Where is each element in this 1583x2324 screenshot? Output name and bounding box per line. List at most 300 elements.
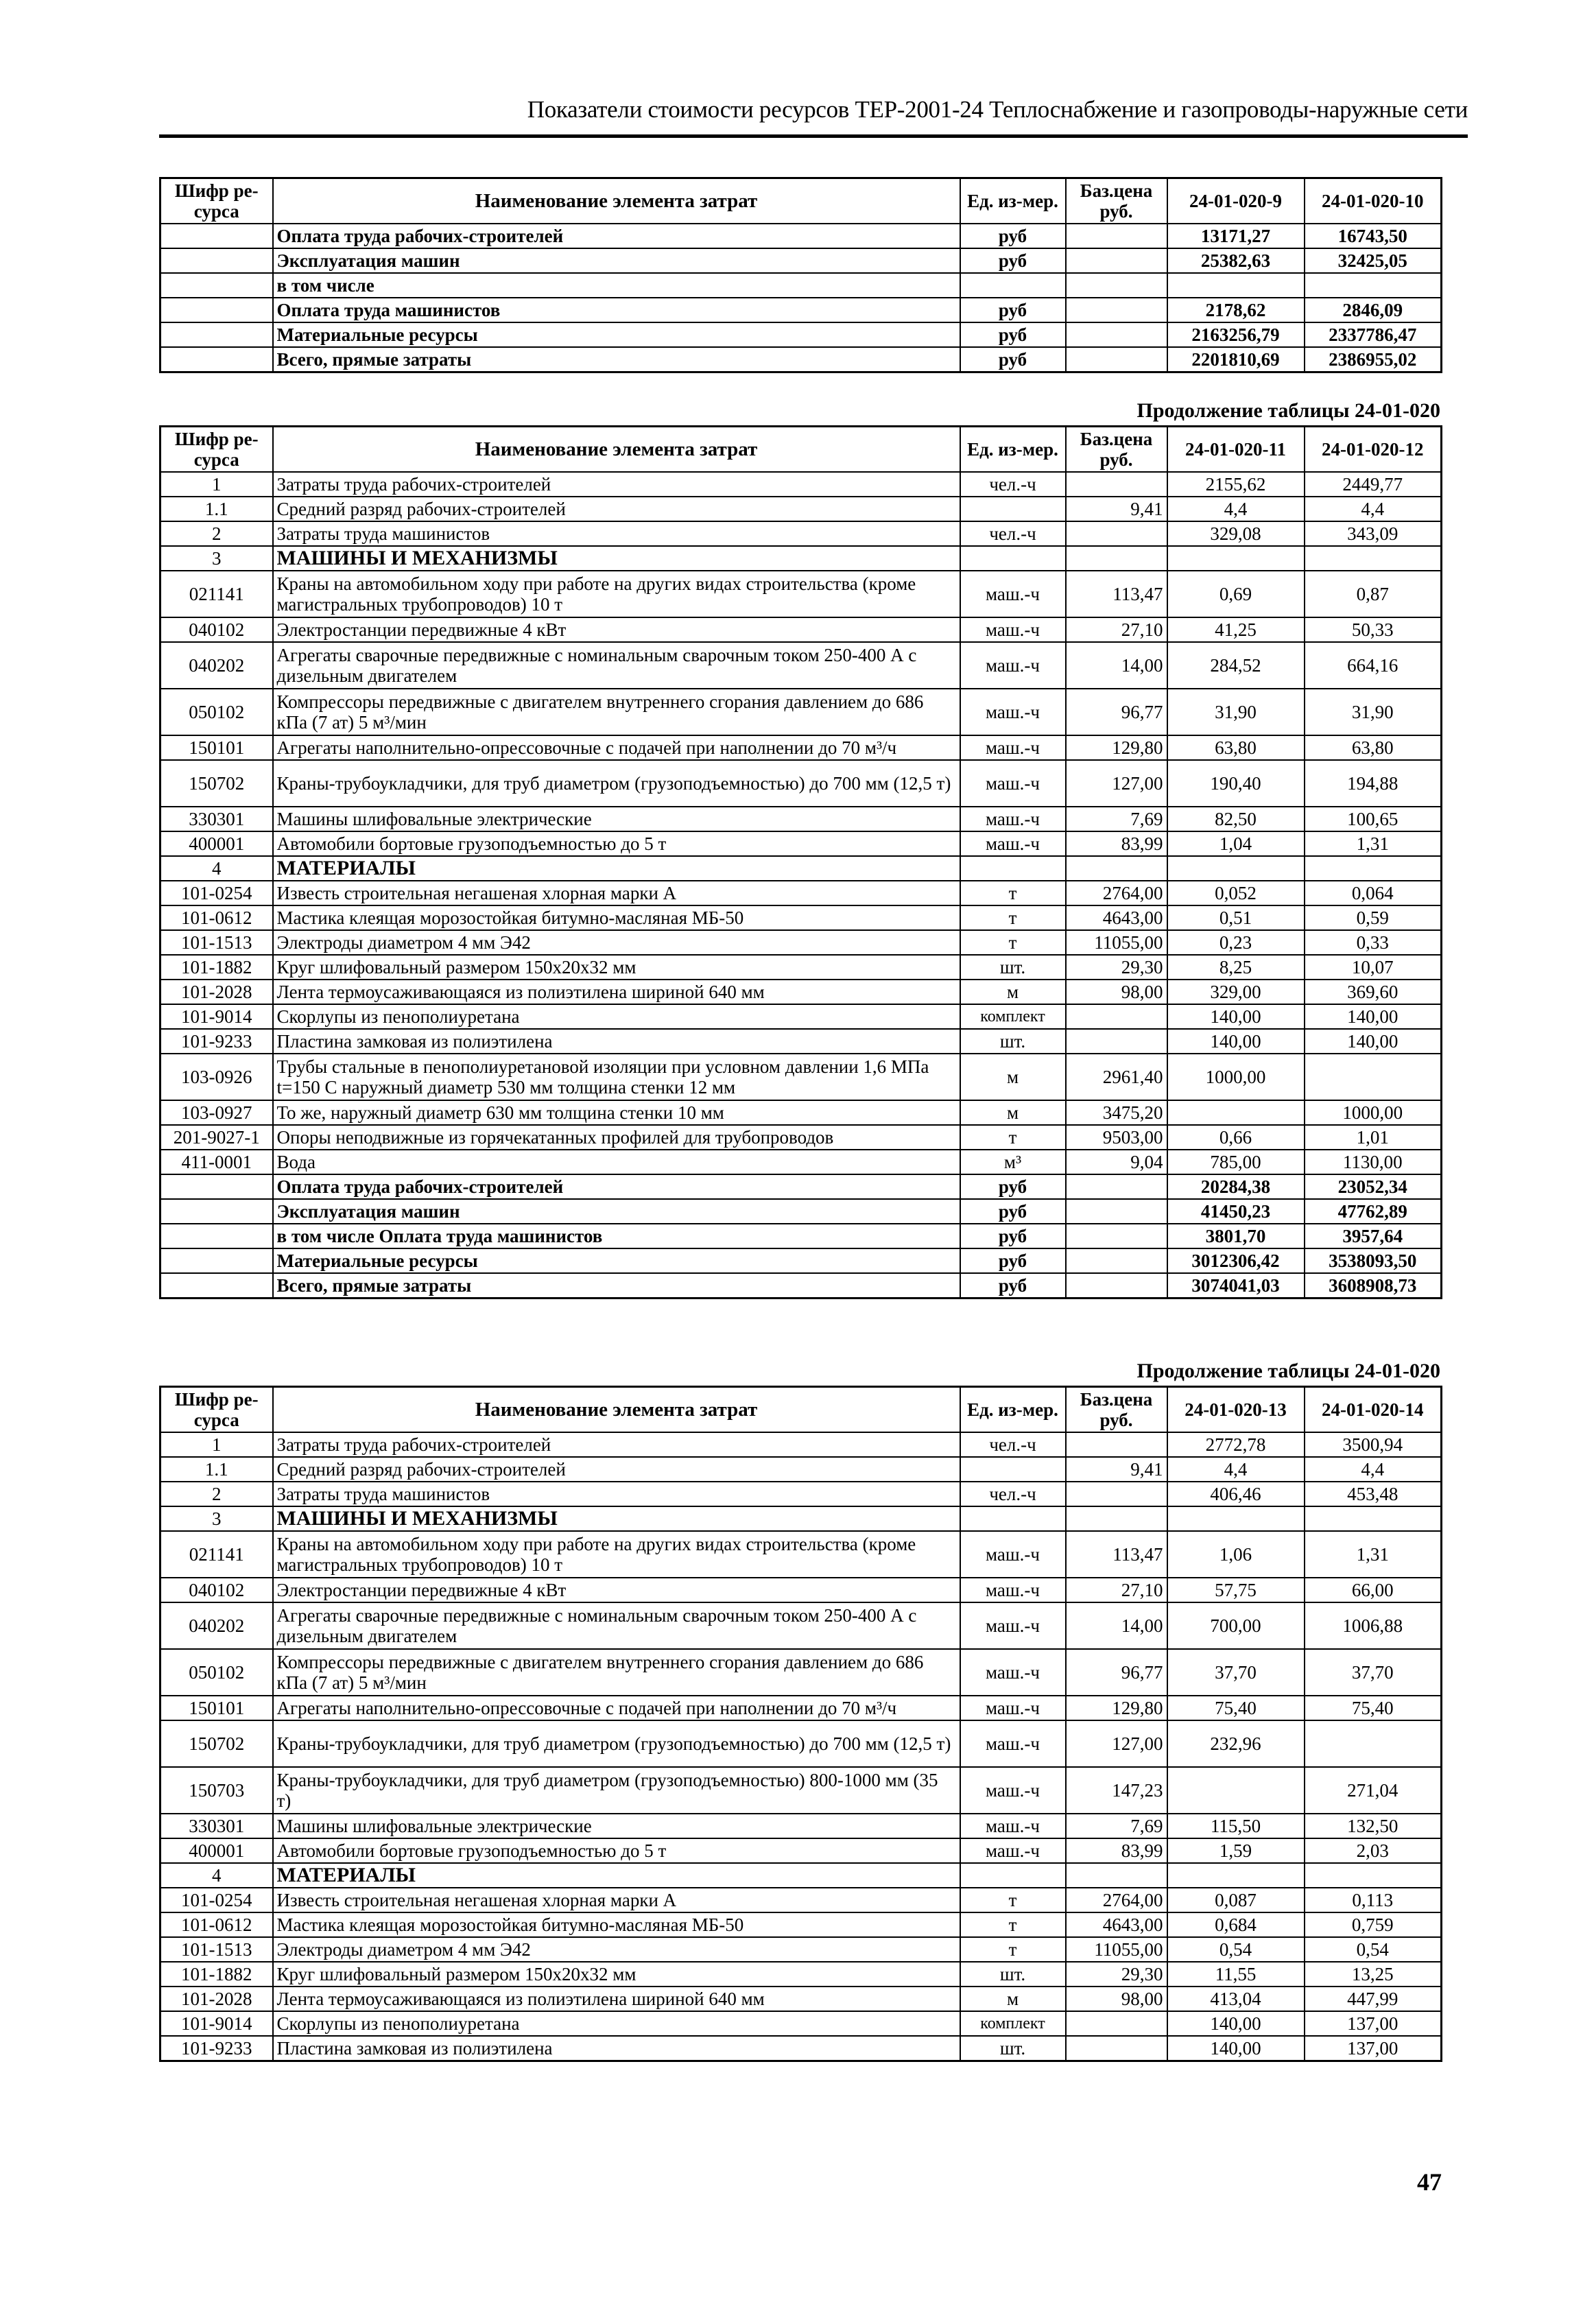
table-row bbox=[160, 1602, 1442, 1649]
resource-code bbox=[160, 1248, 273, 1273]
unit bbox=[960, 1457, 1066, 1482]
value-col-1: 41,25 bbox=[1167, 617, 1305, 642]
unit: руб bbox=[960, 347, 1066, 372]
resource-code bbox=[160, 298, 273, 322]
cost-element-name: Компрессоры передвижные с двигателем внутреннего сгорания давлением до 686 кПа (7 ат) 5 м³/мин bbox=[273, 689, 960, 735]
resource-code: 103-0926 bbox=[160, 1054, 273, 1100]
cost-element-name: Агрегаты наполнительно-опрессовочные с подачей при наполнении до 70 м³/ч bbox=[273, 1696, 960, 1720]
cost-element-name: Автомобили бортовые грузоподъемностью до 5 т bbox=[273, 831, 960, 856]
cost-element-name: Известь строительная негашеная хлорная марки А bbox=[273, 1888, 960, 1912]
value-col-2: 0,064 bbox=[1305, 881, 1442, 905]
base-price bbox=[1066, 298, 1167, 322]
cost-element-name: МАШИНЫ И МЕХАНИЗМЫ bbox=[273, 1506, 960, 1531]
value-col-2: 2386955,02 bbox=[1305, 347, 1442, 372]
unit: маш.-ч bbox=[960, 1696, 1066, 1720]
unit: руб bbox=[960, 224, 1066, 248]
table-row bbox=[160, 1224, 1442, 1248]
resource-code: 101-0254 bbox=[160, 1888, 273, 1912]
base-price: 27,10 bbox=[1066, 617, 1167, 642]
table-row bbox=[160, 224, 1442, 248]
value-col-1: 3012306,42 bbox=[1167, 1248, 1305, 1273]
value-col-1: 115,50 bbox=[1167, 1814, 1305, 1838]
value-col-1: 13171,27 bbox=[1167, 224, 1305, 248]
table-row bbox=[160, 1482, 1442, 1506]
cost-element-name: МАТЕРИАЛЫ bbox=[273, 856, 960, 881]
unit: маш.-ч bbox=[960, 689, 1066, 735]
unit: шт. bbox=[960, 1962, 1066, 1987]
base-price: 27,10 bbox=[1066, 1578, 1167, 1602]
base-price bbox=[1066, 1004, 1167, 1029]
base-price: 11055,00 bbox=[1066, 1937, 1167, 1962]
value-col-1: 20284,38 bbox=[1167, 1174, 1305, 1199]
table-row bbox=[160, 1248, 1442, 1273]
cost-element-name: Затраты труда машинистов bbox=[273, 1482, 960, 1506]
resource-code: 201-9027-1 bbox=[160, 1125, 273, 1150]
table-row bbox=[160, 831, 1442, 856]
unit bbox=[960, 497, 1066, 521]
continuation-label-2: Продолжение таблицы 24-01-020 bbox=[1136, 1360, 1440, 1382]
value-col-2: 1006,88 bbox=[1305, 1602, 1442, 1649]
base-price bbox=[1066, 1248, 1167, 1273]
table-row bbox=[160, 2011, 1442, 2036]
unit: т bbox=[960, 1125, 1066, 1150]
resource-code: 101-2028 bbox=[160, 1987, 273, 2011]
resource-code: 150702 bbox=[160, 1720, 273, 1767]
value-col-2: 2337786,47 bbox=[1305, 322, 1442, 347]
resource-code: 101-0612 bbox=[160, 1912, 273, 1937]
value-col-1: 0,69 bbox=[1167, 571, 1305, 617]
cost-element-name: Средний разряд рабочих-строителей bbox=[273, 1457, 960, 1482]
table-row bbox=[160, 689, 1442, 735]
resource-code: 3 bbox=[160, 546, 273, 571]
unit bbox=[960, 1863, 1066, 1888]
value-col-2: 453,48 bbox=[1305, 1482, 1442, 1506]
value-col-2: 47762,89 bbox=[1305, 1199, 1442, 1224]
base-price: 4643,00 bbox=[1066, 905, 1167, 930]
base-price: 11055,00 bbox=[1066, 930, 1167, 955]
header-name: Наименование элемента затрат bbox=[273, 178, 960, 224]
value-col-1: 406,46 bbox=[1167, 1482, 1305, 1506]
cost-element-name: Всего, прямые затраты bbox=[273, 347, 960, 372]
unit: руб bbox=[960, 248, 1066, 273]
base-price bbox=[1066, 1273, 1167, 1299]
resource-code: 101-2028 bbox=[160, 980, 273, 1004]
base-price: 96,77 bbox=[1066, 689, 1167, 735]
header-code: Шифр ре-сурса bbox=[160, 1387, 273, 1433]
value-col-1: 1,59 bbox=[1167, 1838, 1305, 1863]
value-col-1: 1,04 bbox=[1167, 831, 1305, 856]
value-col-2: 664,16 bbox=[1305, 642, 1442, 689]
cost-element-name: Мастика клеящая морозостойкая битумно-масляная МБ-50 bbox=[273, 1912, 960, 1937]
value-col-1: 8,25 bbox=[1167, 955, 1305, 980]
page-title: Показатели стоимости ресурсов ТЕР-2001-24 Теплоснабжение и газопроводы-наружные сети bbox=[527, 96, 1468, 123]
cost-element-name: Круг шлифовальный размером 150х20х32 мм bbox=[273, 955, 960, 980]
cost-element-name: Всего, прямые затраты bbox=[273, 1273, 960, 1299]
base-price bbox=[1066, 1029, 1167, 1054]
unit: маш.-ч bbox=[960, 1767, 1066, 1814]
table-header-row bbox=[160, 1387, 1442, 1433]
base-price: 98,00 bbox=[1066, 1987, 1167, 2011]
value-col-1: 2163256,79 bbox=[1167, 322, 1305, 347]
base-price: 9,04 bbox=[1066, 1150, 1167, 1174]
value-col-1: 785,00 bbox=[1167, 1150, 1305, 1174]
base-price: 113,47 bbox=[1066, 1531, 1167, 1578]
cost-element-name: Электростанции передвижные 4 кВт bbox=[273, 617, 960, 642]
unit: руб bbox=[960, 1273, 1066, 1299]
value-col-2: 0,59 bbox=[1305, 905, 1442, 930]
table-row bbox=[160, 1578, 1442, 1602]
value-col-2: 343,09 bbox=[1305, 521, 1442, 546]
cost-element-name: МАТЕРИАЛЫ bbox=[273, 1863, 960, 1888]
base-price: 7,69 bbox=[1066, 1814, 1167, 1838]
unit: шт. bbox=[960, 2036, 1066, 2061]
resource-code: 101-9233 bbox=[160, 2036, 273, 2061]
table-row bbox=[160, 273, 1442, 298]
cost-element-name: Краны на автомобильном ходу при работе на других видах строительства (кроме магистральных трубопроводов) 10 т bbox=[273, 1531, 960, 1578]
value-col-2: 1,01 bbox=[1305, 1125, 1442, 1150]
table-row bbox=[160, 1912, 1442, 1937]
unit: маш.-ч bbox=[960, 1531, 1066, 1578]
base-price: 29,30 bbox=[1066, 1962, 1167, 1987]
table-row bbox=[160, 955, 1442, 980]
header-base-price: Баз.цена руб. bbox=[1066, 427, 1167, 473]
value-col-2: 0,87 bbox=[1305, 571, 1442, 617]
resource-table-3 bbox=[159, 1386, 1442, 2062]
resource-code: 2 bbox=[160, 521, 273, 546]
value-col-1 bbox=[1167, 1100, 1305, 1125]
table-row bbox=[160, 1720, 1442, 1767]
resource-code: 101-1882 bbox=[160, 1962, 273, 1987]
base-price: 2961,40 bbox=[1066, 1054, 1167, 1100]
value-col-2: 1,31 bbox=[1305, 831, 1442, 856]
value-col-1: 41450,23 bbox=[1167, 1199, 1305, 1224]
unit: м bbox=[960, 1054, 1066, 1100]
base-price: 147,23 bbox=[1066, 1767, 1167, 1814]
cost-element-name: Эксплуатация машин bbox=[273, 1199, 960, 1224]
table-row bbox=[160, 472, 1442, 497]
unit: шт. bbox=[960, 1029, 1066, 1054]
value-col-2: 1,31 bbox=[1305, 1531, 1442, 1578]
base-price: 9503,00 bbox=[1066, 1125, 1167, 1150]
value-col-2: 0,54 bbox=[1305, 1937, 1442, 1962]
value-col-1 bbox=[1167, 273, 1305, 298]
base-price bbox=[1066, 1224, 1167, 1248]
cost-element-name: Материальные ресурсы bbox=[273, 322, 960, 347]
value-col-1: 63,80 bbox=[1167, 735, 1305, 760]
resource-code: 101-1882 bbox=[160, 955, 273, 980]
value-col-2: 1000,00 bbox=[1305, 1100, 1442, 1125]
base-price: 83,99 bbox=[1066, 1838, 1167, 1863]
value-col-2: 75,40 bbox=[1305, 1696, 1442, 1720]
value-col-2: 2,03 bbox=[1305, 1838, 1442, 1863]
resource-code bbox=[160, 248, 273, 273]
resource-code: 101-0254 bbox=[160, 881, 273, 905]
resource-code: 021141 bbox=[160, 1531, 273, 1578]
value-col-2: 13,25 bbox=[1305, 1962, 1442, 1987]
cost-element-name: Средний разряд рабочих-строителей bbox=[273, 497, 960, 521]
cost-element-name: Скорлупы из пенополиуретана bbox=[273, 2011, 960, 2036]
resource-code bbox=[160, 1273, 273, 1299]
cost-element-name: Краны на автомобильном ходу при работе на других видах строительства (кроме магистральных трубопроводов) 10 т bbox=[273, 571, 960, 617]
value-col-2 bbox=[1305, 546, 1442, 571]
value-col-2: 31,90 bbox=[1305, 689, 1442, 735]
value-col-1: 0,052 bbox=[1167, 881, 1305, 905]
header-col-1: 24-01-020-13 bbox=[1167, 1387, 1305, 1433]
table-row bbox=[160, 1767, 1442, 1814]
value-col-1: 1000,00 bbox=[1167, 1054, 1305, 1100]
value-col-1: 2201810,69 bbox=[1167, 347, 1305, 372]
value-col-1: 2178,62 bbox=[1167, 298, 1305, 322]
resource-code: 101-1513 bbox=[160, 930, 273, 955]
table-row bbox=[160, 905, 1442, 930]
cost-element-name: Опоры неподвижные из горячекатанных профилей для трубопроводов bbox=[273, 1125, 960, 1150]
value-col-1: 0,23 bbox=[1167, 930, 1305, 955]
resource-code bbox=[160, 347, 273, 372]
value-col-1: 2155,62 bbox=[1167, 472, 1305, 497]
value-col-1: 11,55 bbox=[1167, 1962, 1305, 1987]
cost-element-name: Краны-трубоукладчики, для труб диаметром (грузоподъемностью) 800-1000 мм (35 т) bbox=[273, 1767, 960, 1814]
table-row bbox=[160, 1150, 1442, 1174]
table-row bbox=[160, 322, 1442, 347]
base-price: 98,00 bbox=[1066, 980, 1167, 1004]
base-price bbox=[1066, 273, 1167, 298]
unit: маш.-ч bbox=[960, 1649, 1066, 1696]
cost-element-name: Известь строительная негашеная хлорная марки А bbox=[273, 881, 960, 905]
unit: руб bbox=[960, 1248, 1066, 1273]
unit: комплект bbox=[960, 1004, 1066, 1029]
cost-element-name: Трубы стальные в пенополиуретановой изоляции при условном давлении 1,6 МПа t=150 С наружный диаметр 530 мм толщина стенки 12 мм bbox=[273, 1054, 960, 1100]
resource-code bbox=[160, 224, 273, 248]
unit: маш.-ч bbox=[960, 571, 1066, 617]
cost-element-name: Агрегаты наполнительно-опрессовочные с подачей при наполнении до 70 м³/ч bbox=[273, 735, 960, 760]
unit: руб bbox=[960, 1174, 1066, 1199]
unit: маш.-ч bbox=[960, 760, 1066, 807]
table-row bbox=[160, 248, 1442, 273]
cost-element-name: Агрегаты сварочные передвижные с номинальным сварочным током 250-400 А с дизельным двигателем bbox=[273, 642, 960, 689]
value-col-1: 4,4 bbox=[1167, 497, 1305, 521]
table-row bbox=[160, 497, 1442, 521]
value-col-1: 700,00 bbox=[1167, 1602, 1305, 1649]
table-row bbox=[160, 1814, 1442, 1838]
table-row bbox=[160, 1174, 1442, 1199]
value-col-2 bbox=[1305, 1720, 1442, 1767]
table-row bbox=[160, 1531, 1442, 1578]
value-col-1: 4,4 bbox=[1167, 1457, 1305, 1482]
unit: маш.-ч bbox=[960, 642, 1066, 689]
base-price: 9,41 bbox=[1066, 1457, 1167, 1482]
value-col-2: 23052,34 bbox=[1305, 1174, 1442, 1199]
base-price: 83,99 bbox=[1066, 831, 1167, 856]
resource-code: 101-9233 bbox=[160, 1029, 273, 1054]
value-col-2: 137,00 bbox=[1305, 2011, 1442, 2036]
value-col-1: 2772,78 bbox=[1167, 1432, 1305, 1457]
base-price bbox=[1066, 322, 1167, 347]
value-col-1 bbox=[1167, 546, 1305, 571]
resource-code: 050102 bbox=[160, 1649, 273, 1696]
cost-element-name: Агрегаты сварочные передвижные с номинальным сварочным током 250-400 А с дизельным двигателем bbox=[273, 1602, 960, 1649]
base-price: 4643,00 bbox=[1066, 1912, 1167, 1937]
resource-code: 1.1 bbox=[160, 497, 273, 521]
table-row bbox=[160, 1457, 1442, 1482]
table-row bbox=[160, 546, 1442, 571]
resource-code: 150703 bbox=[160, 1767, 273, 1814]
resource-code: 2 bbox=[160, 1482, 273, 1506]
base-price bbox=[1066, 856, 1167, 881]
table-header-row bbox=[160, 178, 1442, 224]
header-base-price: Баз.цена руб. bbox=[1066, 1387, 1167, 1433]
base-price bbox=[1066, 1482, 1167, 1506]
cost-element-name: Оплата труда рабочих-строителей bbox=[273, 1174, 960, 1199]
cost-element-name: Затраты труда рабочих-строителей bbox=[273, 472, 960, 497]
table-row bbox=[160, 735, 1442, 760]
resource-table-2 bbox=[159, 425, 1442, 1299]
value-col-2: 0,759 bbox=[1305, 1912, 1442, 1937]
base-price: 96,77 bbox=[1066, 1649, 1167, 1696]
header-unit: Ед. из-мер. bbox=[960, 178, 1066, 224]
unit: т bbox=[960, 881, 1066, 905]
resource-code: 1 bbox=[160, 1432, 273, 1457]
value-col-2: 4,4 bbox=[1305, 1457, 1442, 1482]
unit bbox=[960, 273, 1066, 298]
value-col-1: 25382,63 bbox=[1167, 248, 1305, 273]
cost-element-name: Пластина замковая из полиэтилена bbox=[273, 1029, 960, 1054]
value-col-1 bbox=[1167, 1767, 1305, 1814]
value-col-1: 37,70 bbox=[1167, 1649, 1305, 1696]
unit: маш.-ч bbox=[960, 1814, 1066, 1838]
cost-element-name: Электроды диаметром 4 мм Э42 bbox=[273, 930, 960, 955]
resource-code bbox=[160, 1224, 273, 1248]
table-row bbox=[160, 1004, 1442, 1029]
header-col-2: 24-01-020-12 bbox=[1305, 427, 1442, 473]
cost-element-name: Краны-трубоукладчики, для труб диаметром (грузоподъемностью) до 700 мм (12,5 т) bbox=[273, 1720, 960, 1767]
table-row bbox=[160, 1432, 1442, 1457]
unit: м bbox=[960, 980, 1066, 1004]
value-col-2: 137,00 bbox=[1305, 2036, 1442, 2061]
cost-element-name: Мастика клеящая морозостойкая битумно-масляная МБ-50 bbox=[273, 905, 960, 930]
value-col-1: 413,04 bbox=[1167, 1987, 1305, 2011]
cost-element-name: Эксплуатация машин bbox=[273, 248, 960, 273]
unit: м³ bbox=[960, 1150, 1066, 1174]
base-price: 2764,00 bbox=[1066, 1888, 1167, 1912]
header-code: Шифр ре-сурса bbox=[160, 178, 273, 224]
value-col-1: 0,66 bbox=[1167, 1125, 1305, 1150]
value-col-2: 32425,05 bbox=[1305, 248, 1442, 273]
table-row bbox=[160, 642, 1442, 689]
value-col-2: 3608908,73 bbox=[1305, 1273, 1442, 1299]
table-row bbox=[160, 571, 1442, 617]
cost-element-name: МАШИНЫ И МЕХАНИЗМЫ bbox=[273, 546, 960, 571]
resource-code: 040202 bbox=[160, 642, 273, 689]
unit: шт. bbox=[960, 955, 1066, 980]
value-col-2: 63,80 bbox=[1305, 735, 1442, 760]
cost-element-name: Автомобили бортовые грузоподъемностью до 5 т bbox=[273, 1838, 960, 1863]
unit bbox=[960, 546, 1066, 571]
cost-element-name: Затраты труда машинистов bbox=[273, 521, 960, 546]
value-col-1: 0,51 bbox=[1167, 905, 1305, 930]
unit: т bbox=[960, 1937, 1066, 1962]
cost-element-name: Лента термоусаживающаяся из полиэтилена шириной 640 мм bbox=[273, 980, 960, 1004]
cost-element-name: Электроды диаметром 4 мм Э42 bbox=[273, 1937, 960, 1962]
table-row bbox=[160, 1029, 1442, 1054]
value-col-2: 3500,94 bbox=[1305, 1432, 1442, 1457]
base-price bbox=[1066, 1432, 1167, 1457]
table-row bbox=[160, 521, 1442, 546]
unit: чел.-ч bbox=[960, 521, 1066, 546]
unit: т bbox=[960, 1912, 1066, 1937]
resource-code: 040102 bbox=[160, 1578, 273, 1602]
resource-code: 101-0612 bbox=[160, 905, 273, 930]
value-col-2: 194,88 bbox=[1305, 760, 1442, 807]
cost-element-name: Оплата труда машинистов bbox=[273, 298, 960, 322]
table-row bbox=[160, 1273, 1442, 1299]
resource-code bbox=[160, 322, 273, 347]
unit: маш.-ч bbox=[960, 1838, 1066, 1863]
value-col-2: 50,33 bbox=[1305, 617, 1442, 642]
unit: м bbox=[960, 1100, 1066, 1125]
unit: маш.-ч bbox=[960, 1720, 1066, 1767]
base-price bbox=[1066, 2036, 1167, 2061]
value-col-1 bbox=[1167, 856, 1305, 881]
unit: чел.-ч bbox=[960, 1482, 1066, 1506]
cost-element-name: Краны-трубоукладчики, для труб диаметром (грузоподъемностью) до 700 мм (12,5 т) bbox=[273, 760, 960, 807]
table-row bbox=[160, 760, 1442, 807]
base-price bbox=[1066, 1506, 1167, 1531]
cost-element-name: То же, наружный диаметр 630 мм толщина стенки 10 мм bbox=[273, 1100, 960, 1125]
base-price: 7,69 bbox=[1066, 807, 1167, 831]
header-col-1: 24-01-020-9 bbox=[1167, 178, 1305, 224]
base-price: 2764,00 bbox=[1066, 881, 1167, 905]
value-col-2: 4,4 bbox=[1305, 497, 1442, 521]
resource-table-1 bbox=[159, 177, 1442, 373]
resource-code: 150702 bbox=[160, 760, 273, 807]
base-price bbox=[1066, 521, 1167, 546]
value-col-2: 132,50 bbox=[1305, 1814, 1442, 1838]
value-col-1: 1,06 bbox=[1167, 1531, 1305, 1578]
header-name: Наименование элемента затрат bbox=[273, 1387, 960, 1433]
table-row bbox=[160, 1937, 1442, 1962]
value-col-1: 0,54 bbox=[1167, 1937, 1305, 1962]
base-price: 113,47 bbox=[1066, 571, 1167, 617]
resource-code bbox=[160, 1174, 273, 1199]
unit: чел.-ч bbox=[960, 1432, 1066, 1457]
unit: руб bbox=[960, 298, 1066, 322]
base-price bbox=[1066, 248, 1167, 273]
page-header bbox=[159, 95, 1468, 138]
value-col-2: 140,00 bbox=[1305, 1029, 1442, 1054]
resource-code: 050102 bbox=[160, 689, 273, 735]
value-col-1: 232,96 bbox=[1167, 1720, 1305, 1767]
table-row bbox=[160, 930, 1442, 955]
cost-element-name: Машины шлифовальные электрические bbox=[273, 807, 960, 831]
page-number: 47 bbox=[1417, 2168, 1442, 2196]
value-col-1: 0,087 bbox=[1167, 1888, 1305, 1912]
cost-element-name: Компрессоры передвижные с двигателем внутреннего сгорания давлением до 686 кПа (7 ат) 5 м³/мин bbox=[273, 1649, 960, 1696]
base-price: 14,00 bbox=[1066, 1602, 1167, 1649]
resource-code: 021141 bbox=[160, 571, 273, 617]
value-col-2: 10,07 bbox=[1305, 955, 1442, 980]
unit: маш.-ч bbox=[960, 807, 1066, 831]
continuation-label-1: Продолжение таблицы 24-01-020 bbox=[1136, 399, 1440, 422]
resource-code: 040202 bbox=[160, 1602, 273, 1649]
cost-element-name: Скорлупы из пенополиуретана bbox=[273, 1004, 960, 1029]
value-col-1: 3801,70 bbox=[1167, 1224, 1305, 1248]
unit: руб bbox=[960, 1199, 1066, 1224]
resource-code bbox=[160, 1199, 273, 1224]
base-price: 129,80 bbox=[1066, 1696, 1167, 1720]
base-price: 29,30 bbox=[1066, 955, 1167, 980]
resource-code: 1.1 bbox=[160, 1457, 273, 1482]
value-col-2: 0,33 bbox=[1305, 930, 1442, 955]
